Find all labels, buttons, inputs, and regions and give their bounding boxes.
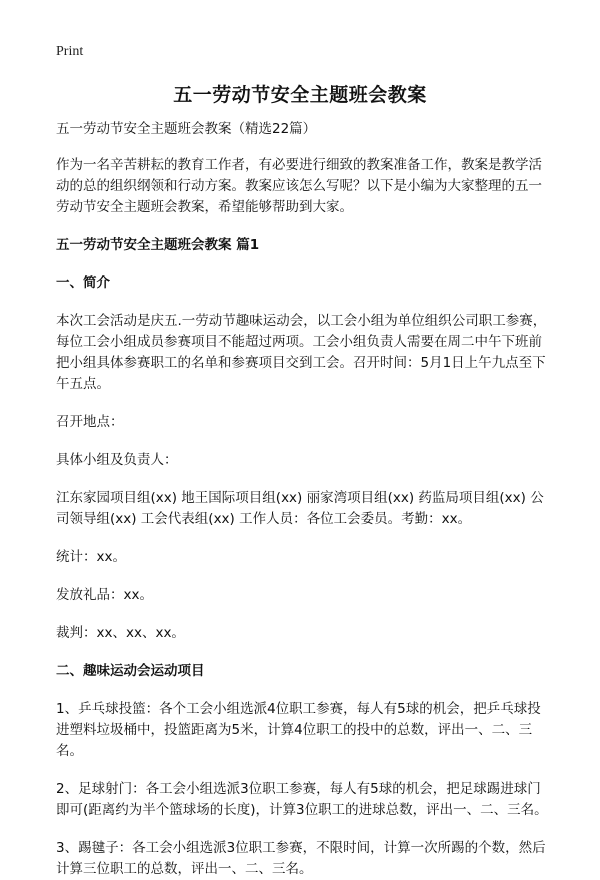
section2-heading: 二、趣味运动会运动项目 bbox=[56, 663, 205, 679]
intro-paragraph: 作为一名辛苦耕耘的教育工作者，有必要进行细致的教案准备工作，教案是教学活动的总的组织纲领和行动方案。教案应该怎么写呢？以下是小编为大家整理的五一劳动节安全主题班会教案，希望能够帮助到大家。 bbox=[56, 157, 542, 215]
groups-label: 具体小组及负责人： bbox=[56, 452, 178, 468]
item-3-paragraph: 3、踢毽子：各工会小组选派3位职工参赛，不限时间，计算一次所踢的个数，然后计算三位职工的总数，评出一、二、三名。 bbox=[56, 840, 546, 877]
page-title: 五一劳动节安全主题班会教案 bbox=[173, 84, 427, 106]
article-body bbox=[56, 119, 548, 880]
referee-text: 裁判：xx、xx、xx。 bbox=[56, 625, 185, 641]
item-2-paragraph: 2、足球射门：各工会小组选派3位职工参赛，每人有5球的机会，把足球踢进球门即可(距离约为半个篮球场的长度)，计算3位职工的进球总数，评出一、二、三名。 bbox=[56, 781, 548, 818]
venue-text: 召开地点： bbox=[56, 414, 124, 430]
print-link[interactable]: Print bbox=[56, 44, 84, 59]
stats-text: 统计：xx。 bbox=[56, 549, 126, 565]
section1-paragraph: 本次工会活动是庆五.一劳动节趣味运动会，以工会小组为单位组织公司职工参赛，每位工会小组成员参赛项目不能超过两项。工会小组负责人需要在周二中午下班前把小组具体参赛职工的名单和参赛项目交到工会。召开时间：5月1日上午九点至下午五点。 bbox=[56, 313, 547, 392]
item-1-paragraph: 1、乒乓球投篮：各个工会小组选派4位职工参赛，每人有5球的机会，把乒乓球投进塑料垃圾桶中，投篮距离为5米，计算4位职工的投中的总数，评出一、二、三名。 bbox=[56, 701, 541, 759]
prizes-text: 发放礼品：xx。 bbox=[56, 587, 153, 603]
article-heading: 五一劳动节安全主题班会教案 篇1 bbox=[56, 237, 260, 253]
subtitle: 五一劳动节安全主题班会教案（精选22篇） bbox=[56, 121, 317, 137]
groups-paragraph: 江东家园项目组(xx) 地王国际项目组(xx) 丽家湾项目组(xx) 药监局项目组(xx) 公司领导组(xx) 工会代表组(xx) 工作人员：各位工会委员。考勤：xx。 bbox=[56, 490, 544, 527]
section1-heading: 一、简介 bbox=[56, 275, 110, 291]
